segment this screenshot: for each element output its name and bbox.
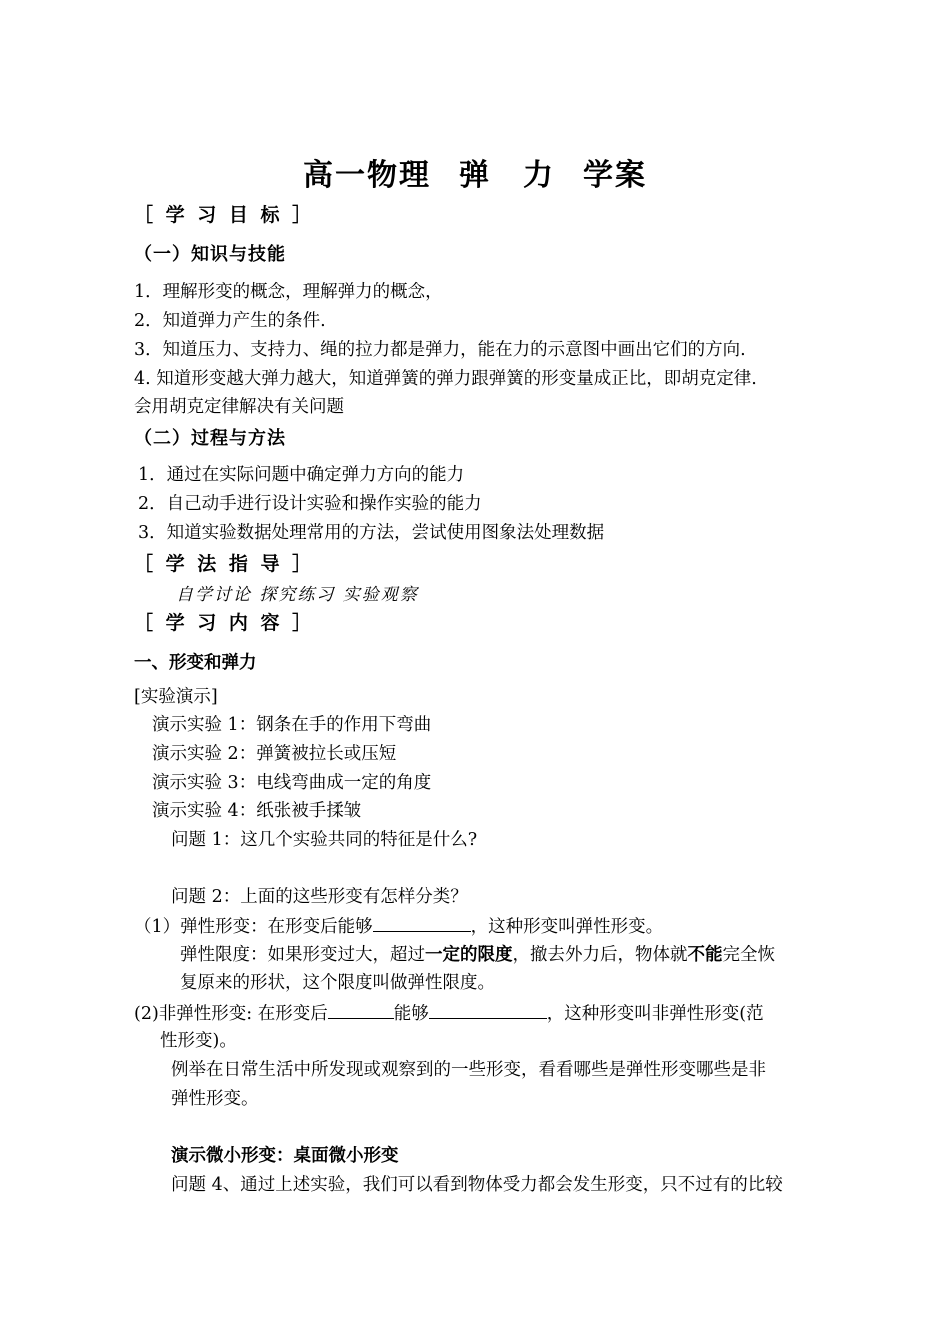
process-item: 3．知道实验数据处理常用的方法，尝试使用图象法处理数据 [138,523,605,543]
elastic-limit-line: 弹性限度：如果形变过大，超过一定的限度，撤去外力后，物体就不能完全恢 [180,945,775,965]
process-heading: （二）过程与方法 [134,428,286,449]
question-2: 问题 2：上面的这些形变有怎样分类？ [171,887,468,907]
knowledge-item: 2．知道弹力产生的条件. [134,311,326,331]
examples-line: 弹性形变。 [171,1089,259,1109]
knowledge-item: 会用胡克定律解决有关问题 [134,397,344,417]
demo-item: 演示实验 1：钢条在手的作用下弯曲 [152,715,432,735]
question-4: 问题 4、通过上述实验，我们可以看到物体受力都会发生形变，只不过有的比较 [171,1175,783,1195]
question-1: 问题 1：这几个实验共同的特征是什么? [171,830,478,850]
elastic-limit-line-2: 复原来的形状，这个限度叫做弹性限度。 [180,973,495,993]
page-title: 高一物理 弹 力 学案 [303,158,647,193]
inelastic-deformation-line: (2)非弹性形变: 在形变后 能够 ，这种形变叫非弹性形变(范 [134,1004,764,1024]
answer-blank[interactable] [373,915,471,932]
knowledge-item: 1．理解形变的概念，理解弹力的概念， [134,282,443,302]
knowledge-item: 3．知道压力、支持力、绳的拉力都是弹力，能在力的示意图中画出它们的方向. [134,340,746,360]
inelastic-deformation-line-2: 性形变)。 [160,1031,237,1051]
process-item: 2．自己动手进行设计实验和操作实验的能力 [138,494,482,514]
part1-heading: 一、形变和弹力 [134,653,257,673]
demo-item: 演示实验 3：电线弯曲成一定的角度 [152,773,432,793]
knowledge-heading: （一）知识与技能 [134,244,286,265]
process-item: 1．通过在实际问题中确定弹力方向的能力 [138,465,465,485]
goals-heading: ［ 学 习 目 标 ］ [134,204,315,226]
method-heading: ［ 学 法 指 导 ］ [134,553,315,575]
demo-item: 演示实验 2：弹簧被拉长或压短 [152,744,397,764]
micro-deformation-heading: 演示微小形变：桌面微小形变 [171,1146,399,1166]
demo-item: 演示实验 4：纸张被手揉皱 [152,801,362,821]
elastic-deformation-line: （1）弹性形变：在形变后能够 ，这种形变叫弹性形变。 [134,917,664,937]
knowledge-item: 4. 知道形变越大弹力越大，知道弹簧的弹力跟弹簧的形变量成正比，即胡克定律. [134,369,757,389]
answer-blank[interactable] [328,1002,394,1019]
demo-label: [实验演示] [134,687,218,707]
method-text: 自学讨论 探究练习 实验观察 [176,585,419,605]
answer-blank[interactable] [429,1002,547,1019]
examples-line: 例举在日常生活中所发现或观察到的一些形变，看看哪些是弹性形变哪些是非 [171,1060,766,1080]
content-heading: ［ 学 习 内 容 ］ [134,612,315,634]
